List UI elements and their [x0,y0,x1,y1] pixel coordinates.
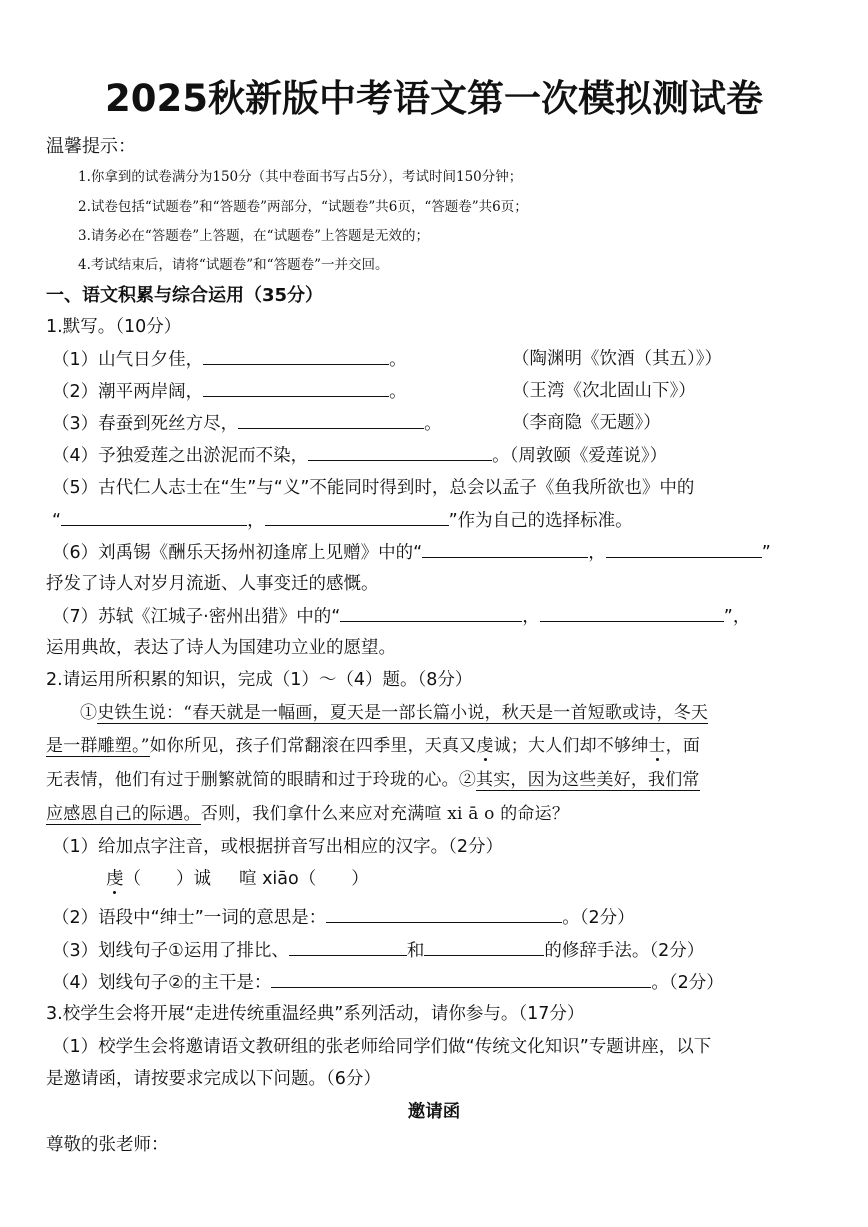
answer-blank[interactable] [61,508,247,526]
passage-text: ，面 [665,736,701,756]
exam-title: 2025秋新版中考语文第一次模拟测试卷 [105,77,763,120]
q2-passage-line-1 [80,701,708,725]
q1-line-2-source: （王湾《次北固山下》） [512,381,696,401]
answer-blank[interactable] [326,905,562,923]
q1-line-6b: 抒发了诗人对岁月流逝、人事变迁的感慨。 [46,574,379,594]
q3-sub-1a: （1）校学生会将邀请语文教研组的张老师给同学们做“传统文化知识”专题讲座，以下 [52,1037,712,1057]
q2-stem: 2.请运用所积累的知识，完成（1）～（4）题。（8分） [46,670,473,690]
q1-line-1-text: （1）山气日夕佳， [52,350,204,370]
answer-blank[interactable] [424,938,544,956]
pinyin-text: 喧 xiāo [239,869,299,889]
q1-line-1 [52,347,407,372]
q2-sub-2-text: （2）语段中“绅士”一词的意思是： [52,908,327,928]
comma: ， [522,607,540,627]
q1-line-5b [52,508,633,533]
letter-title: 邀请函 [407,1102,461,1122]
tip-3: 3.请务必在“答题卷”上答题，在“试题卷”上答题是无效的； [78,228,429,244]
char-text: 诚 [193,869,211,889]
q2-sub-3-text: （3）划线句子①运用了排比、 [52,941,289,961]
q2-sub-2 [52,905,635,930]
section-1-heading: 一、语文积累与综合运用（35分） [46,285,324,306]
answer-blank[interactable] [238,411,424,429]
tip-4: 4.考试结束后，请将“试题卷”和“答题卷”一并交回。 [78,257,389,273]
dotted-char: 虔 [476,736,494,756]
q1-line-2-end: 。 [389,382,407,402]
answer-blank[interactable] [203,379,389,397]
answer-blank[interactable] [540,604,724,622]
answer-blank[interactable] [271,970,651,988]
answer-blank[interactable] [606,540,762,558]
quote-close: ”， [723,607,751,627]
q1-stem: 1.默写。（10分） [46,317,182,337]
q1-line-3-text: （3）春蚕到死丝方尽， [52,414,239,434]
mark-1: ① [80,703,98,723]
q2-sub-4-text: （4）划线句子②的主干是： [52,973,272,993]
q2-sub-1: （1）给加点字注音，或根据拼音写出相应的汉字。（2分） [52,837,504,857]
q1-line-3-end: 。 [424,414,442,434]
q2-sub-3-end: 的修辞手法。（2分） [544,941,705,961]
q2-sub-4 [52,970,724,995]
q1-line-1-end: 。 [389,350,407,370]
q1-line-6a [52,540,771,565]
answer-blank[interactable] [340,604,522,622]
passage-text: 如你所见，孩子们常翻滚在四季里，天真又 [149,736,477,756]
q1-line-5a: （5）古代仁人志士在“生”与“义”不能同时得到时，总会以孟子《鱼我所欲也》中的 [52,478,695,498]
answer-paren[interactable]: （ ） [298,869,369,889]
dotted-char: 士 [648,736,666,756]
q1-line-5b-end: ”作为自己的选择标准。 [448,511,633,531]
comma: ， [588,543,606,563]
answer-paren[interactable]: （ ） [123,869,194,889]
q2-passage-line-3 [46,768,700,792]
q3-sub-1b: 是邀请函，请按要求完成以下问题。（6分） [46,1069,381,1089]
answer-blank[interactable] [289,938,407,956]
answer-blank[interactable] [308,443,492,461]
comma: ， [247,511,265,531]
q1-line-2 [52,379,407,404]
underlined-sentence-1-end: 是一群雕塑。” [46,736,150,756]
answer-blank[interactable] [422,540,588,558]
q1-line-3 [52,411,442,436]
q1-line-6a-text: （6）刘禹锡《酬乐天扬州初逢席上见赠》中的“ [52,543,423,563]
q1-line-7a-text: （7）苏轼《江城子·密州出猎》中的“ [52,607,341,627]
underlined-sentence-2-end: 应感恩自己的际遇。 [46,804,201,824]
q1-line-3-source: （李商隐《无题》） [512,413,661,433]
underlined-sentence-1: 史铁生说：“春天就是一幅画，夏天是一部长篇小说，秋天是一首短歌或诗，冬天 [97,703,709,723]
q2-sub-2-end: 。（2分） [562,908,635,928]
and-text: 和 [406,941,425,961]
q1-line-4-end: 。（周敦颐《爱莲说》） [492,446,668,466]
q1-line-4 [52,443,667,468]
tips-heading: 温馨提示： [46,136,136,157]
mark-2: ② [458,770,477,790]
answer-blank[interactable] [265,508,449,526]
passage-text: 无表情，他们有过于删繁就简的眼睛和过于玲珑的心。 [46,770,459,790]
q3-stem: 3.校学生会将开展“走进传统重温经典”系列活动，请你参与。（17分） [46,1004,585,1024]
q2-passage-line-2 [46,734,700,758]
dotted-char: 虔 [106,869,124,889]
tip-2: 2.试卷包括“试题卷”和“答题卷”两部分，“试题卷”共6页，“答题卷”共6页； [78,199,528,215]
quote-open: “ [52,511,62,531]
tip-1: 1.你拿到的试卷满分为150分（其中卷面书写占5分），考试时间150分钟； [78,169,523,185]
q2-passage-line-4 [46,802,569,826]
passage-text: 否则，我们拿什么来应对充满喧 xi ā o 的命运？ [200,804,570,824]
answer-blank[interactable] [203,347,389,365]
letter-salutation: 尊敬的张老师： [46,1135,169,1155]
q2-sub-3 [52,938,704,963]
q1-line-2-text: （2）潮平两岸阔， [52,382,204,402]
q2-sub-4-end: 。（2分） [651,973,724,993]
q1-line-1-source: （陶渊明《饮酒（其五）》） [512,349,722,369]
passage-text: 诚；大人们却不够绅 [493,736,649,756]
q1-line-7b: 运用典故，表达了诗人为国建功立业的愿望。 [46,638,396,658]
q1-line-7a [52,604,750,629]
q1-line-4-text: （4）予独爱莲之出淤泥而不染， [52,446,309,466]
underlined-sentence-2: 其实，因为这些美好，我们常 [476,770,700,790]
quote-close: ” [761,543,771,563]
q2-sub-1-items [106,867,369,891]
